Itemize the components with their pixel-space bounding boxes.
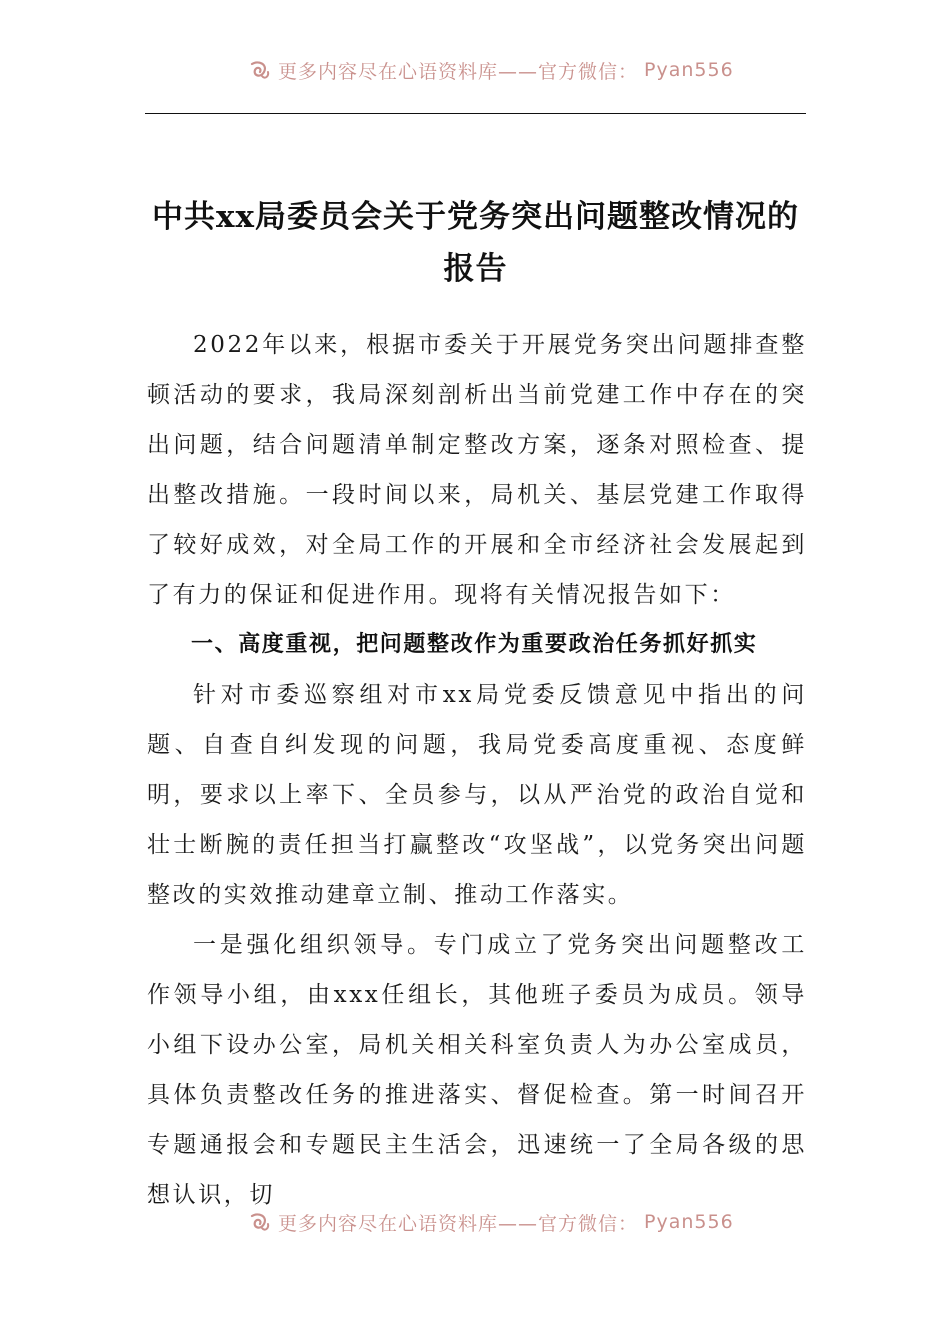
- document-body: [147, 320, 807, 1220]
- section-heading: 一、高度重视，把问题整改作为重要政治任务抓好抓实: [191, 632, 758, 657]
- watermark-text: 更多内容尽在心语资料库——官方微信：: [278, 1212, 639, 1235]
- spiral-logo-icon: [248, 1210, 272, 1234]
- watermark-footer: [248, 1208, 734, 1236]
- section-paragraph: 一是强化组织领导。专门成立了党务突出问题整改工作领导小组，由xxx任组长，其他班子委员为成员。领导小组下设办公室，局机关相关科室负责人为办公室成员，具体负责整改任务的推进落实、督促检查。第一时间召开专题通报会和专题民主生活会，迅速统一了全局各级的思想认识，切: [147, 932, 807, 1208]
- section-paragraph: 针对市委巡察组对市xx局党委反馈意见中指出的问题、自查自纠发现的问题，我局党委高度重视、态度鲜明，要求以上率下、全员参与，以从严治党的政治自觉和壮士断腕的责任担当打赢整改“攻坚战”，以党务突出问题整改的实效推动建章立制、推动工作落实。: [147, 682, 807, 908]
- watermark-wechat-id: Pyan556: [644, 1211, 734, 1233]
- watermark-wechat-id: Pyan556: [644, 59, 734, 81]
- header-rule: [145, 113, 806, 114]
- watermark-text: 更多内容尽在心语资料库——官方微信：: [278, 60, 639, 83]
- watermark-header: [248, 56, 734, 84]
- intro-paragraph: 2022年以来，根据市委关于开展党务突出问题排查整顿活动的要求，我局深刻剖析出当前党建工作中存在的突出问题，结合问题清单制定整改方案，逐条对照检查、提出整改措施。一段时间以来，局机关、基层党建工作取得了较好成效，对全局工作的开展和全市经济社会发展起到了有力的保证和促进作用。现将有关情况报告如下：: [147, 332, 807, 608]
- spiral-logo-icon: [248, 58, 272, 82]
- document-title: 中共xx局委员会关于党务突出问题整改情况的报告: [152, 198, 799, 287]
